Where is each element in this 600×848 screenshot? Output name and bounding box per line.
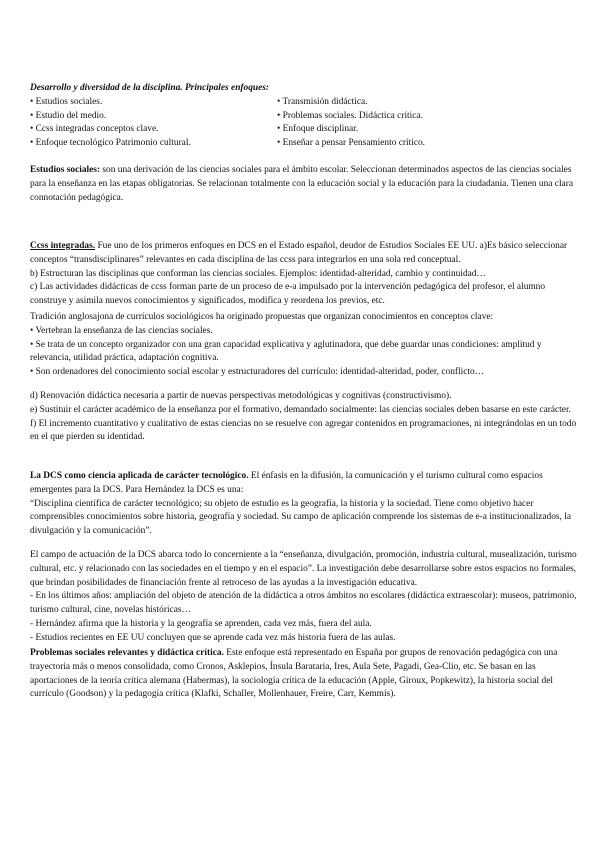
approaches-list bbox=[30, 96, 582, 151]
paragraph: e) Sustituir el carácter académico de la enseñanza por el formativo, demandado socialmente: las ciencias sociales deben basarse en este carácter. bbox=[30, 404, 571, 415]
paragraph bbox=[30, 470, 582, 498]
paragraph bbox=[30, 164, 582, 205]
list-item: • Enfoque disciplinar. bbox=[277, 124, 359, 135]
list-item: • Enfoque tecnológico Patrimonio cultural. bbox=[30, 138, 191, 149]
paragraph: b) Estructuran las disciplinas que conforman las ciencias sociales. Ejemplos: identidad-alteridad, cambio y continuidad… bbox=[30, 268, 486, 279]
quote: “Disciplina científica de carácter tecnológico; su objeto de estudio es la geografía, la historia y la sociedad. Tiene como objetivo hacer comprensibles conocimientos sobre historia, geografía y sociedad. Su campo de aplicación comprende los sistemas de e-a institucionalizados, la divulgación y la comunicación”. bbox=[30, 498, 571, 537]
section-principal-approaches bbox=[30, 82, 582, 151]
section-def-points bbox=[30, 390, 582, 445]
section-ccss-integradas bbox=[30, 240, 582, 309]
list-item: • Vertebran la enseñanza de las ciencias sociales. bbox=[30, 325, 213, 336]
paragraph: f) El incremento cuantitativo y cualitativo de estas ciencias no se resuelve con agregar contenidos en programaciones, ni integrándolas en un todo en el que pierden su identidad. bbox=[30, 418, 577, 443]
list-item: - Hernández afirma que la historia y la geografía se aprenden, cada vez más, fuera del aula. bbox=[30, 618, 372, 629]
term-label: Estudios sociales: bbox=[30, 165, 101, 175]
paragraph-text: son una derivación de las ciencias sociales para el ámbito escolar. Seleccionan determinados aspectos de las ciencias sociales para la enseñanza en las etapas obligatorias. Se relacionan totalmente con la educación social y la educación para la ciudadanía. Tienen una clara connotación pedagógica. bbox=[30, 165, 573, 203]
paragraph-text: Fue uno de los primeros enfoques en DCS en el Estado español, deudor de Estudios Sociales EE UU. a)Es básico seleccionar conceptos “transdisciplinares” relevantes en cada disciplina de las ccss para integrarlos en una sola red conceptual. bbox=[30, 241, 568, 265]
section-estudios-sociales bbox=[30, 164, 582, 205]
term-label: Ccss integradas. bbox=[30, 241, 96, 251]
list-item: • Estudios sociales. bbox=[30, 96, 103, 107]
list-item: • Enseñar a pensar Pensamiento crítico. bbox=[277, 138, 426, 149]
section-problemas-sociales bbox=[30, 647, 582, 702]
paragraph bbox=[30, 647, 582, 702]
list-item: - En los últimos años: ampliación del objeto de atención de la didáctica a otros ámbitos no escolares (didáctica extraescolar): museos, patrimonio, turismo cultural, cine, novelas históricas… bbox=[30, 591, 577, 616]
paragraph-text: El énfasis en la difusión, la comunicación y el turismo cultural como espacios emergentes para la DCS. Para Hernández la DCS es una: bbox=[30, 471, 543, 495]
approaches-right-column bbox=[277, 96, 577, 151]
term-label: La DCS como ciencia aplicada de carácter tecnológico. bbox=[30, 471, 249, 481]
paragraph: c) Las actividades didácticas de ccss forman parte de un proceso de e-a impulsado por la intervención pedagógica del profesor, el alumno construye y asimila nuevos conocimientos y significados, modifica y reordena los previos, etc. bbox=[30, 282, 546, 307]
term-label: Problemas sociales relevantes y didáctica crítica. bbox=[30, 648, 224, 658]
paragraph: Tradición anglosajona de currículos sociológicos ha originado propuestas que organizan conocimientos en conceptos clave: bbox=[30, 312, 494, 322]
list-item: • Problemas sociales. Didáctica crítica. bbox=[277, 110, 423, 121]
paragraph-text: Este enfoque está representado en España por grupos de renovación pedagógica con una trayectoria más o menos consolidada, como Cronos, Asklepios, Ínsula Barataria, Ires, Aula Sete, Pagadi, Gea-Clío, etc. Se basan en las aportaciones de la teoría crítica alemana (Habermas), la sociología crítica de la educación (Apple, Giroux, Popkewitz), la historia social del currículo (Goodson) y la pedagogía crítica (Klafki, Schaller, Mollenhauer, Freire, Carr, Kemmis). bbox=[30, 648, 558, 700]
list-item: • Son ordenadores del conocimiento social escolar y estructuradores del currículo: identidad-alteridad, poder, conflicto… bbox=[30, 367, 485, 378]
section-dcs-tecnologica bbox=[30, 470, 582, 539]
section-campo-actuacion bbox=[30, 549, 582, 646]
paragraph bbox=[30, 240, 582, 268]
list-item: • Ccss integradas conceptos clave. bbox=[30, 124, 159, 135]
approaches-left-column bbox=[30, 96, 277, 151]
list-item: - Estudios recientes en EE UU concluyen que se aprende cada vez más historia fuera de las aulas. bbox=[30, 632, 396, 643]
paragraph: d) Renovación didáctica necesaria a partir de nuevas perspectivas metodológicas y cognitivas (constructivismo). bbox=[30, 391, 452, 401]
paragraph: El campo de actuación de la DCS abarca todo lo concerniente a la “enseñanza, divulgación, promoción, industria cultural, musealización, turismo cultural, etc. y relacionado con las sociedades en el tiempo y en el espacio”. La investigación debe desarrollarse sobre estos espacios no formales, que brindan posibilidades de financiación frente al retroceso de las ayudas a la investigación educativa. bbox=[30, 550, 577, 588]
section-heading: Desarrollo y diversidad de la disciplina. Principales enfoques: bbox=[30, 83, 270, 93]
section-tradicion-anglosajona bbox=[30, 311, 582, 380]
list-item: • Se trata de un concepto organizador con una gran capacidad explicativa y aglutinadora, que debe guardar unas condiciones: amplitud y relevancia, utilidad práctica, adaptación cognitiva. bbox=[30, 339, 542, 364]
list-item: • Transmisión didáctica. bbox=[277, 96, 368, 107]
list-item: • Estudio del medio. bbox=[30, 110, 107, 121]
